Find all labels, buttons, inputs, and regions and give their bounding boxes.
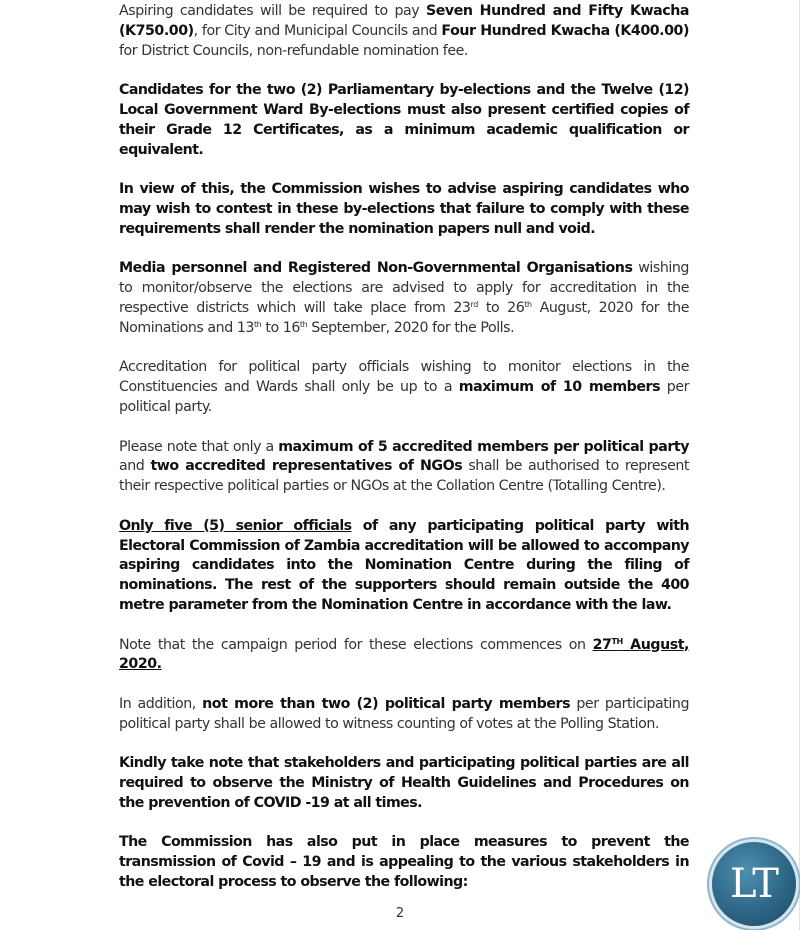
paragraph-media-accreditation <box>119 259 689 338</box>
logo-text: LT <box>730 861 778 907</box>
text-run: to 16 <box>261 319 300 336</box>
ordinal-suffix: th <box>299 319 308 329</box>
text-run: of any participating political party with Electoral Commission of Zambia accreditation will be allowed to accompany aspiring candidates into the Nomination Centre during the filing of nominations. The rest of the supporters should remain outside the 400 metre parameter from the Nomination Centre in accordance with the law. <box>119 517 689 613</box>
ordinal-suffix: th <box>524 299 532 309</box>
date-day: 27 <box>592 636 612 653</box>
date-month-year: August, 2020. <box>119 636 689 673</box>
paragraph-campaign-period <box>119 636 689 676</box>
page-number: 2 <box>395 906 405 921</box>
text-run-bold: two accredited representatives of NGOs <box>150 458 463 475</box>
text-run: Accreditation for political party officials wishing to monitor elections in the Constituencies and Wards shall only be up to a <box>119 359 689 396</box>
fee-city-municipal: Seven Hundred and Fifty Kwacha (K750.00) <box>119 3 689 39</box>
text-run: August, 2020 for the Nominations and 13 <box>119 299 690 336</box>
paragraph-null-void-warning: In view of this, the Commission wishes to advise aspiring candidates who may wish to contest in these by-elections that failure to comply with these requirements shall render the nomination papers null and void. <box>119 181 689 237</box>
text-run-bold: maximum of 5 accredited members per political party <box>278 438 689 455</box>
text-run: to 26 <box>477 299 525 316</box>
text-run-bold: not more than two (2) political party members <box>202 695 571 712</box>
lt-watermark-logo <box>712 842 796 926</box>
underlined-text-run: Only five (5) senior officials <box>119 517 352 534</box>
text-run-bold: maximum of 10 members <box>458 379 661 396</box>
text-run: Please note that only a <box>119 438 279 455</box>
paragraph-party-officials-accreditation <box>119 358 689 417</box>
ordinal-suffix: TH <box>611 636 623 646</box>
ordinal-suffix: rd <box>470 299 478 309</box>
text-run: Aspiring candidates will be required to pay <box>119 3 426 19</box>
text-run-bold: Media personnel and Registered Non-Governmental Organisations <box>119 260 633 277</box>
text-run: and <box>119 458 151 475</box>
text-run: , for City and Municipal Councils and <box>193 22 442 39</box>
text-run: shall be authorised to represent their respective political parties or NGOs at the Collation Centre (Totalling Centre). <box>119 458 690 495</box>
paragraph-senior-officials <box>119 517 689 616</box>
text-run: In addition, <box>119 695 203 712</box>
text-run: for District Councils, non-refundable nomination fee. <box>119 42 468 59</box>
fee-district: Four Hundred Kwacha (K400.00) <box>441 22 689 39</box>
paragraph-covid-measures: The Commission has also put in place measures to prevent the transmission of Covid – 19 and is appealing to the various stakeholders in the electoral process to observe the following: <box>119 834 689 891</box>
text-run: September, 2020 for the Polls. <box>307 319 515 336</box>
paragraph-nomination-fees <box>119 2 689 61</box>
text-run: per political party. <box>119 379 689 415</box>
paragraph-collation-centre <box>119 438 689 497</box>
text-run: wishing to monitor/observe the elections are advised to apply for accreditation in the respective districts which will take place from 23 <box>119 260 689 316</box>
paragraph-grade12-requirement: Candidates for the two (2) Parliamentary by-elections and the Twelve (12) Local Government Ward By-elections must also present certified copies of their Grade 12 Certificates, as a minimum academic qualification or equivalent. <box>119 82 689 158</box>
ordinal-suffix: th <box>253 319 262 329</box>
text-run: Note that the campaign period for these elections commences on <box>119 636 593 653</box>
paragraph-vote-counting-witness <box>119 695 689 735</box>
document-body <box>119 2 689 913</box>
paragraph-health-guidelines: Kindly take note that stakeholders and participating political parties are all required to observe the Ministry of Health Guidelines and Procedures on the prevention of COVID -19 at all times. <box>119 755 689 811</box>
text-run: per participating political party shall be allowed to witness counting of votes at the Polling Station. <box>119 695 690 732</box>
